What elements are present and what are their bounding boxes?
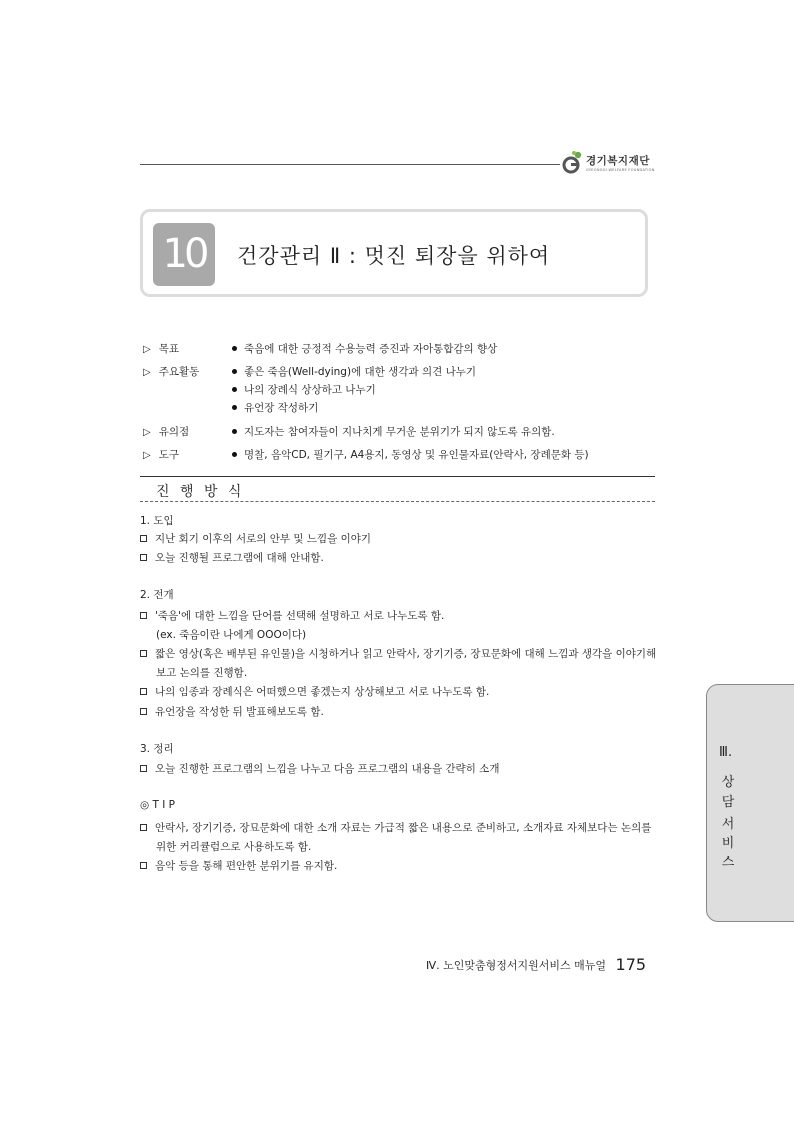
checkbox-bullet-icon: [140, 650, 147, 657]
bullet-icon: [232, 346, 237, 351]
side-tab-char: 담: [721, 795, 735, 810]
side-tab-char: 스: [721, 855, 735, 870]
chapter-title-box: [140, 209, 648, 297]
checkbox-bullet-icon: [140, 688, 147, 695]
step1-item: 지난 회기 이후의 서로의 안부 및 느낌을 이야기: [140, 531, 371, 546]
section-dashed-rule: [140, 501, 655, 502]
step2-title: 2. 전개: [140, 589, 174, 601]
step2-item: 나의 임종과 장례식은 어떠했으면 좋겠는지 상상해보고 서로 나누도록 함.: [140, 684, 489, 699]
step2-item: '죽음'에 대한 느낌을 단어를 선택해 설명하고 서로 나누도록 함.: [140, 608, 444, 623]
logo-icon: [562, 150, 584, 176]
chapter-side-tab: [706, 684, 794, 922]
footer-text: Ⅳ. 노인맞춤형정서지원서비스 매뉴얼: [426, 959, 607, 972]
checkbox-bullet-icon: [140, 612, 147, 619]
step2-item: 유언장을 작성한 뒤 발표해보도록 함.: [140, 704, 324, 719]
bullet-icon: [232, 429, 237, 434]
caution-item: 지도자는 참여자들이 지나치게 무거운 분위기가 되지 않도록 유의함.: [232, 424, 555, 439]
bullet-icon: [232, 452, 237, 457]
side-tab-char: 비: [721, 836, 735, 851]
step3-item: 오늘 진행한 프로그램의 느낌을 나누고 다음 프로그램의 내용을 간략히 소개: [140, 761, 499, 776]
checkbox-bullet-icon: [140, 708, 147, 715]
logo-subtext: GYEONGGI WELFARE FOUNDATION: [586, 168, 655, 172]
goal-item: 죽음에 대한 긍정적 수용능력 증진과 자아통합감의 향상: [232, 341, 497, 356]
step1-title: 1. 도입: [140, 515, 174, 527]
activity-item: 좋은 죽음(Well-dying)에 대한 생각과 의견 나누기: [232, 364, 476, 379]
checkbox-bullet-icon: [140, 535, 147, 542]
tip-item: 음악 등을 통해 편안한 분위기를 유지함.: [140, 858, 337, 873]
tools-item: 명찰, 음악CD, 필기구, A4용지, 동영상 및 유인물자료(안락사, 장례문화 등): [232, 447, 589, 462]
caution-label: ▷ 유의점: [143, 426, 190, 438]
side-tab-roman: Ⅲ.: [719, 745, 733, 760]
bullet-icon: [232, 405, 237, 410]
tip-item-continued: 위한 커리큘럼으로 사용하도록 함.: [156, 841, 312, 853]
activity-item: 유언장 작성하기: [232, 400, 318, 415]
triangle-icon: ▷: [143, 450, 151, 461]
tip-title: ◎ T I P: [140, 799, 176, 811]
triangle-icon: ▷: [143, 427, 151, 438]
foundation-logo: [562, 150, 662, 178]
step3-title: 3. 정리: [140, 743, 174, 755]
chapter-title: 건강관리 Ⅱ : 멋진 퇴장을 위하여: [237, 244, 551, 268]
step2-item-continued: 보고 논의를 진행함.: [156, 667, 248, 679]
activity-item: 나의 장례식 상상하고 나누기: [232, 382, 376, 397]
step2-item: 짧은 영상(혹은 배부된 유인물)을 시청하거나 읽고 안락사, 장기기증, 장묘문화에 대해 느낌과 생각을 이야기해: [140, 646, 656, 661]
triangle-icon: ▷: [143, 367, 151, 378]
activity-label: ▷ 주요활동: [143, 366, 200, 378]
step2-item-continued: (ex. 죽음이란 나에게 OOO이다): [156, 629, 307, 641]
goal-label: ▷ 목표: [143, 343, 179, 355]
step1-item: 오늘 진행될 프로그램에 대해 안내함.: [140, 550, 324, 565]
header-rule: [140, 164, 560, 165]
checkbox-bullet-icon: [140, 862, 147, 869]
section-title: 진 행 방 식: [156, 484, 245, 500]
checkbox-bullet-icon: [140, 824, 147, 831]
bullet-icon: [232, 369, 237, 374]
tools-label: ▷ 도구: [143, 449, 179, 461]
section-top-rule: [140, 476, 655, 477]
page-number: 175: [615, 955, 647, 974]
page-footer: [426, 955, 646, 974]
side-tab-char: 서: [721, 817, 735, 832]
triangle-icon: ▷: [143, 344, 151, 355]
chapter-number: 10: [153, 223, 215, 286]
tip-item: 안락사, 장기기증, 장묘문화에 대한 소개 자료는 가급적 짧은 내용으로 준비하고, 소개자료 자체보다는 논의를: [140, 820, 651, 835]
checkbox-bullet-icon: [140, 765, 147, 772]
bullet-icon: [232, 387, 237, 392]
checkbox-bullet-icon: [140, 554, 147, 561]
side-tab-char: 상: [721, 775, 735, 790]
logo-text: 경기복지재단: [586, 155, 650, 167]
